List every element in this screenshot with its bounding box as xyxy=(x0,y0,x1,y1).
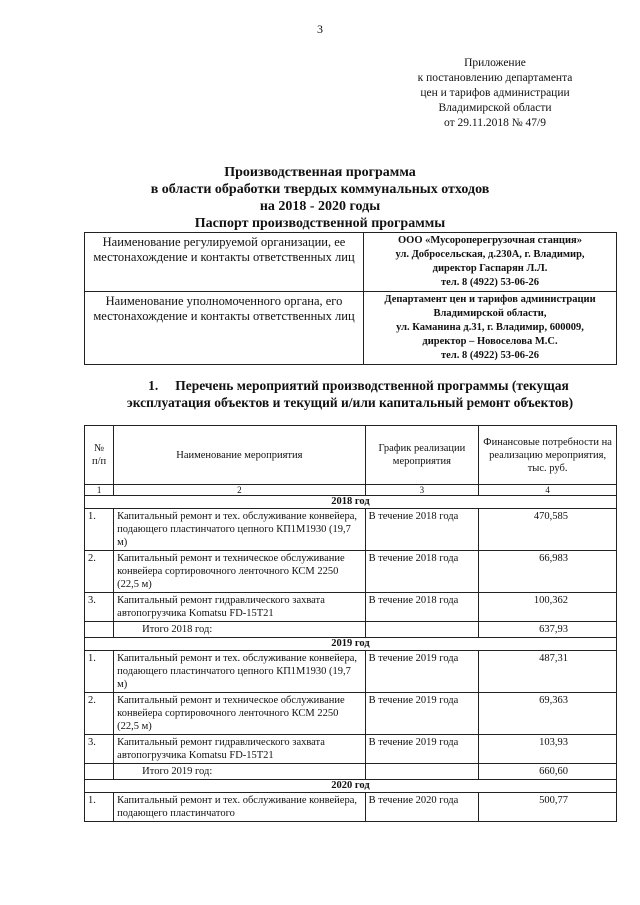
document-title xyxy=(0,164,640,232)
appendix-line: Владимирской области xyxy=(438,102,552,114)
row-schedule: В течение 2019 года xyxy=(365,693,479,735)
section-heading-line xyxy=(80,377,620,394)
year-label: 2018 год xyxy=(85,496,617,509)
appendix-block xyxy=(360,56,630,131)
title-line: Производственная программа xyxy=(224,165,416,180)
column-index: 3 xyxy=(365,485,479,496)
header-schedule: График реализации мероприятия xyxy=(365,426,479,485)
column-index: 2 xyxy=(114,485,365,496)
row-number: 2. xyxy=(85,551,114,593)
column-index: 4 xyxy=(479,485,617,496)
row-name: Капитальный ремонт гидравлического захвата автопогрузчика Komatsu FD-15T21 xyxy=(114,593,365,622)
passport-label: Наименование регулируемой организации, ее местонахождение и контакты ответственных лиц xyxy=(85,233,364,292)
row-schedule: В течение 2020 года xyxy=(365,793,479,822)
total-value: 660,60 xyxy=(479,764,617,780)
row-finance: 470,585 xyxy=(479,509,617,551)
page-number: 3 xyxy=(317,22,323,36)
passport-table xyxy=(84,232,617,365)
authority-director: директор – Новоселова М.С. xyxy=(422,336,558,347)
appendix-line: к постановлению департамента xyxy=(417,72,573,84)
table-header-row xyxy=(85,426,617,485)
section-heading-line: эксплуатация объектов и текущий и/или капитальный ремонт объектов) xyxy=(126,395,574,410)
row-schedule: В течение 2019 года xyxy=(365,735,479,764)
row-name: Капитальный ремонт и техническое обслуживание конвейера сортировочного ленточного КСМ 2250 (22,5 м) xyxy=(114,551,365,593)
total-row xyxy=(85,622,617,638)
table-row xyxy=(85,593,617,622)
table-row xyxy=(85,651,617,693)
title-line: в области обработки твердых коммунальных отходов xyxy=(150,182,490,197)
org-name: ООО «Мусороперегрузочная станция» xyxy=(398,235,582,246)
row-number: 2. xyxy=(85,693,114,735)
measures-table xyxy=(84,425,617,822)
row-name: Капитальный ремонт гидравлического захвата автопогрузчика Komatsu FD-15T21 xyxy=(114,735,365,764)
passport-value xyxy=(364,233,617,292)
row-name: Капитальный ремонт и тех. обслуживание конвейера, подающего пластинчатого цепного КП1М1930 (19,7 м) xyxy=(114,651,365,693)
section-title: Перечень мероприятий производственной программы (текущая xyxy=(175,378,569,393)
row-number: 3. xyxy=(85,735,114,764)
header-number: № п/п xyxy=(85,426,114,485)
table-row xyxy=(85,551,617,593)
passport-heading: Паспорт производственной программы xyxy=(194,216,446,231)
row-finance: 66,983 xyxy=(479,551,617,593)
column-index: 1 xyxy=(85,485,114,496)
org-address: ул. Добросельская, д.230А, г. Владимир, xyxy=(395,249,585,260)
total-empty xyxy=(365,764,479,780)
row-number: 1. xyxy=(85,509,114,551)
org-phone: тел. 8 (4922) 53-06-26 xyxy=(441,277,539,288)
year-row-2019 xyxy=(85,638,617,651)
total-empty xyxy=(85,764,114,780)
passport-label: Наименование уполномоченного органа, его местонахождение и контакты ответственных лиц xyxy=(85,292,364,365)
table-row xyxy=(85,793,617,822)
authority-region: Владимирской области, xyxy=(433,308,547,319)
table-row xyxy=(85,693,617,735)
section-number: 1. xyxy=(148,378,159,393)
total-label: Итого 2018 год: xyxy=(114,622,365,638)
total-empty xyxy=(85,622,114,638)
authority-address: ул. Каманина д.31, г. Владимир, 600009, xyxy=(396,322,584,333)
table-row xyxy=(85,509,617,551)
total-row xyxy=(85,764,617,780)
row-schedule: В течение 2018 года xyxy=(365,551,479,593)
row-name: Капитальный ремонт и тех. обслуживание конвейера, подающего пластинчатого xyxy=(114,793,365,822)
year-row-2020 xyxy=(85,780,617,793)
row-finance: 100,362 xyxy=(479,593,617,622)
row-name: Капитальный ремонт и тех. обслуживание конвейера, подающего пластинчатого цепного КП1М1930 (19,7 м) xyxy=(114,509,365,551)
row-finance: 69,363 xyxy=(479,693,617,735)
appendix-date: от 29.11.2018 № 47/9 xyxy=(444,117,546,129)
header-finance: Финансовые потребности на реализацию мероприятия, тыс. руб. xyxy=(479,426,617,485)
total-label: Итого 2019 год: xyxy=(114,764,365,780)
total-value: 637,93 xyxy=(479,622,617,638)
table-row xyxy=(85,735,617,764)
header-name: Наименование мероприятия xyxy=(114,426,365,485)
org-director: директор Гаспарян Л.Л. xyxy=(432,263,548,274)
row-schedule: В течение 2019 года xyxy=(365,651,479,693)
row-schedule: В течение 2018 года xyxy=(365,509,479,551)
row-finance: 487,31 xyxy=(479,651,617,693)
section-heading xyxy=(80,377,620,411)
appendix-line: Приложение xyxy=(464,57,526,69)
authority-name: Департамент цен и тарифов администрации xyxy=(384,294,596,305)
row-finance: 103,93 xyxy=(479,735,617,764)
row-number: 1. xyxy=(85,651,114,693)
authority-phone: тел. 8 (4922) 53-06-26 xyxy=(441,350,539,361)
title-line: на 2018 - 2020 годы xyxy=(259,199,381,214)
row-finance: 500,77 xyxy=(479,793,617,822)
row-name: Капитальный ремонт и техническое обслуживание конвейера сортировочного ленточного КСМ 2250 (22,5 м) xyxy=(114,693,365,735)
year-label: 2020 год xyxy=(85,780,617,793)
total-empty xyxy=(365,622,479,638)
row-number: 3. xyxy=(85,593,114,622)
passport-row-organization xyxy=(85,233,617,292)
column-index-row xyxy=(85,485,617,496)
row-number: 1. xyxy=(85,793,114,822)
year-label: 2019 год xyxy=(85,638,617,651)
appendix-line: цен и тарифов администрации xyxy=(420,87,570,99)
year-row-2018 xyxy=(85,496,617,509)
passport-row-authority xyxy=(85,292,617,365)
passport-value xyxy=(364,292,617,365)
row-schedule: В течение 2018 года xyxy=(365,593,479,622)
